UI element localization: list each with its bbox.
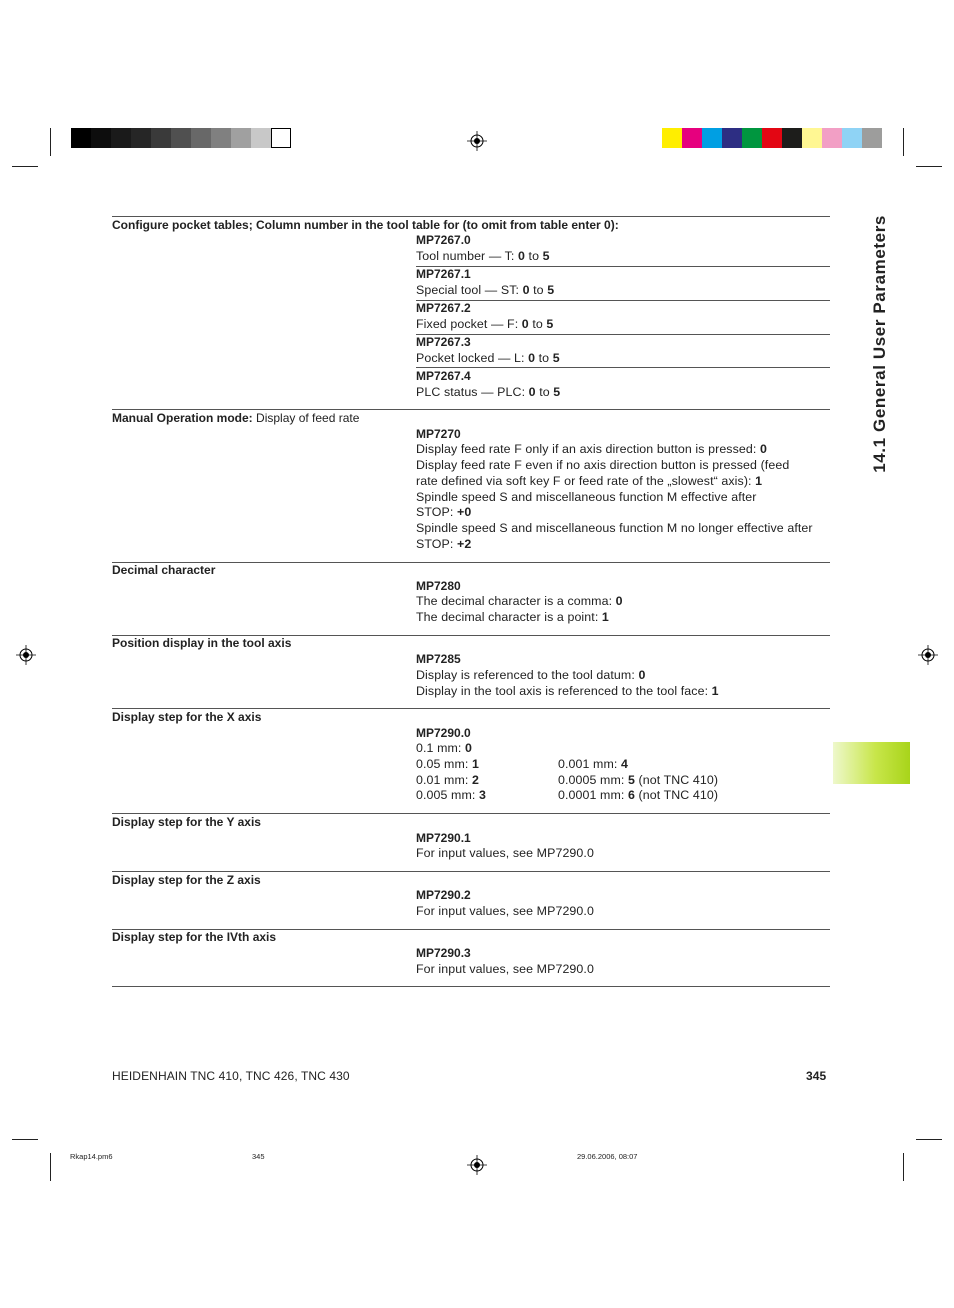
mp-number: MP7267.2 <box>416 301 471 315</box>
crop-mark <box>916 1139 942 1140</box>
color-swatch <box>802 128 822 148</box>
crop-mark <box>50 1153 51 1181</box>
mp-number: MP7290.1 <box>416 831 471 845</box>
color-swatch <box>271 128 291 148</box>
slug-datetime: 29.06.2006, 08:07 <box>577 1152 638 1161</box>
crop-mark <box>916 166 942 167</box>
section-heading: Display step for the IVth axis <box>112 930 277 944</box>
sub-divider <box>416 334 830 335</box>
value-line: Special tool — ST: 0 to 5 <box>416 283 555 297</box>
value-line: Display is referenced to the tool datum: 0 <box>416 668 646 682</box>
value-line: 0.0005 mm: 5 (not TNC 410) <box>558 773 719 787</box>
color-swatch <box>151 128 171 148</box>
value-line: For input values, see MP7290.0 <box>416 962 594 976</box>
section-divider <box>112 986 830 987</box>
color-swatch <box>762 128 782 148</box>
value-line: For input values, see MP7290.0 <box>416 846 594 860</box>
section-heading: Position display in the tool axis <box>112 636 292 650</box>
mp-number: MP7267.1 <box>416 267 471 281</box>
mp-number: MP7285 <box>416 652 461 666</box>
color-swatch <box>171 128 191 148</box>
mp-number: MP7267.4 <box>416 369 471 383</box>
value-line: Display feed rate F even if no axis direction button is pressed (feed <box>416 458 790 472</box>
footer-product: HEIDENHAIN TNC 410, TNC 426, TNC 430 <box>112 1069 350 1083</box>
crop-mark <box>12 166 38 167</box>
value-line: Spindle speed S and miscellaneous function M no longer effective after <box>416 521 813 535</box>
section-divider <box>112 708 830 709</box>
color-swatch <box>662 128 682 148</box>
section-heading: Decimal character <box>112 563 216 577</box>
crop-mark <box>12 1139 38 1140</box>
value-line: 0.1 mm: 0 <box>416 741 472 755</box>
color-swatch <box>742 128 762 148</box>
value-line: rate defined via soft key F or feed rate of the „slowest“ axis): 1 <box>416 474 763 488</box>
slug-page: 345 <box>252 1152 265 1161</box>
value-line: Pocket locked — L: 0 to 5 <box>416 351 560 365</box>
section-divider <box>112 562 830 563</box>
crosshair-registration-icon <box>16 645 36 665</box>
value-line: Spindle speed S and miscellaneous function M effective after <box>416 490 757 504</box>
value-line: STOP: +2 <box>416 537 472 551</box>
mp-number: MP7267.3 <box>416 335 471 349</box>
value-line: Display feed rate F only if an axis direction button is pressed: 0 <box>416 442 767 456</box>
section-heading: Display step for the X axis <box>112 710 262 724</box>
color-swatch <box>862 128 882 148</box>
value-line: PLC status — PLC: 0 to 5 <box>416 385 561 399</box>
section-divider <box>112 216 830 217</box>
crosshair-registration-icon <box>467 1155 487 1175</box>
value-line: Tool number — T: 0 to 5 <box>416 249 550 263</box>
value-line: 0.05 mm: 1 <box>416 757 479 771</box>
chapter-thumb-tab <box>833 742 910 784</box>
section-heading: Manual Operation mode: Display of feed rate <box>112 411 360 425</box>
mp-number: MP7290.0 <box>416 726 471 740</box>
value-line: The decimal character is a comma: 0 <box>416 594 623 608</box>
mp-number: MP7270 <box>416 427 461 441</box>
value-line: 0.005 mm: 3 <box>416 788 486 802</box>
color-swatch <box>191 128 211 148</box>
color-swatch <box>91 128 111 148</box>
chapter-side-title: 14.1 General User Parameters <box>870 215 889 473</box>
color-swatch <box>722 128 742 148</box>
section-heading: Display step for the Z axis <box>112 873 261 887</box>
mp-number: MP7290.3 <box>416 946 471 960</box>
section-divider <box>112 871 830 872</box>
crosshair-registration-icon <box>918 645 938 665</box>
value-line: Display in the tool axis is referenced to the tool face: 1 <box>416 684 719 698</box>
section-divider <box>112 409 830 410</box>
sub-divider <box>416 367 830 368</box>
value-line: 0.01 mm: 2 <box>416 773 479 787</box>
color-swatch <box>111 128 131 148</box>
color-swatch <box>131 128 151 148</box>
mp-number: MP7267.0 <box>416 233 471 247</box>
mp-number: MP7290.2 <box>416 888 471 902</box>
mp-number: MP7280 <box>416 579 461 593</box>
color-swatch <box>682 128 702 148</box>
section-heading: Configure pocket tables; Column number in the tool table for (to omit from table enter 0): <box>112 218 619 232</box>
color-swatch <box>251 128 271 148</box>
value-line: For input values, see MP7290.0 <box>416 904 594 918</box>
crosshair-registration-icon <box>467 131 487 151</box>
color-swatch <box>211 128 231 148</box>
value-line: 0.0001 mm: 6 (not TNC 410) <box>558 788 719 802</box>
value-line: Fixed pocket — F: 0 to 5 <box>416 317 554 331</box>
section-divider <box>112 813 830 814</box>
value-line: The decimal character is a point: 1 <box>416 610 609 624</box>
sub-divider <box>416 300 830 301</box>
page-number: 345 <box>806 1069 827 1083</box>
color-swatch <box>702 128 722 148</box>
color-swatch <box>231 128 251 148</box>
color-swatch <box>842 128 862 148</box>
value-line: 0.001 mm: 4 <box>558 757 628 771</box>
color-swatch <box>822 128 842 148</box>
crop-mark <box>50 128 51 156</box>
slug-file: Rkap14.pm6 <box>70 1152 113 1161</box>
color-swatch <box>782 128 802 148</box>
value-line: STOP: +0 <box>416 505 472 519</box>
crop-mark <box>903 128 904 156</box>
sub-divider <box>416 266 830 267</box>
section-heading: Display step for the Y axis <box>112 815 261 829</box>
color-swatch <box>71 128 91 148</box>
crop-mark <box>903 1153 904 1181</box>
